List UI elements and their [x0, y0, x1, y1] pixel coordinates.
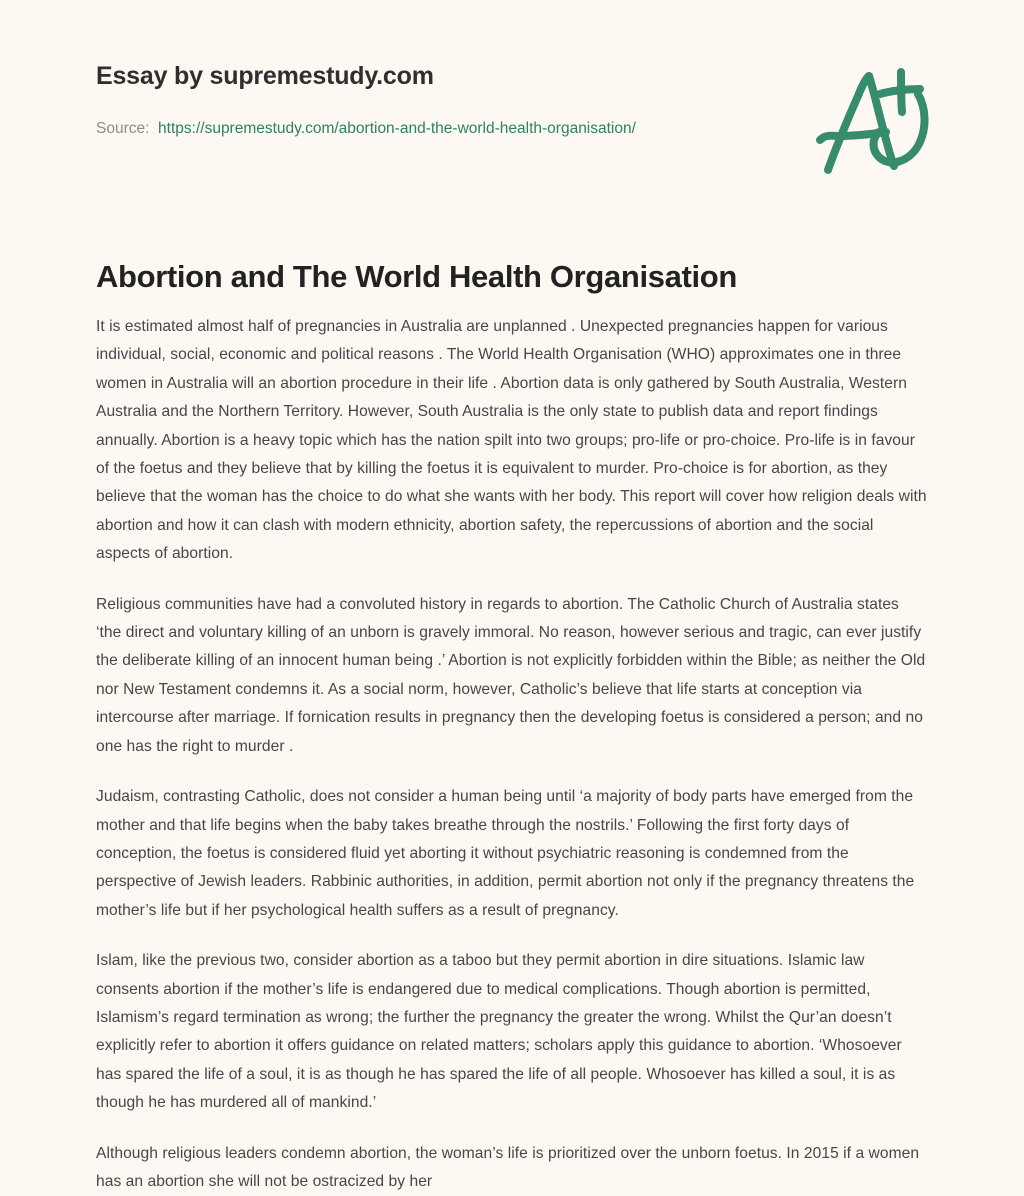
paragraph: Although religious leaders condemn abortion, the woman’s life is prioritized over the unborn foetus. In 2015 if a women has an abortion she will not be ostracized by her	[96, 1144, 920, 1190]
paragraph: Religious communities have had a convoluted history in regards to abortion. The Catholic Church of Australia states ‘the direct and voluntary killing of an unborn is gravely immoral. No reason, however serious and tragic, can ever justify the deliberate killing of an innocent human being .’ Abortion is not explicitly forbidden within the Bible; as neither the Old nor New Testament condemns it. As a social norm, however, Catholic’s believe that life starts at conception via intercourse after marriage. If fornication results in pregnancy then the developing foetus is considered a person; and no one has the right to murder .	[96, 595, 926, 755]
source-line	[96, 120, 636, 139]
article-body	[96, 313, 928, 1196]
a-plus-logo-icon	[806, 58, 938, 184]
source-url-link[interactable]: https://supremestudy.com/abortion-and-the-world-health-organisation/	[158, 120, 636, 137]
paragraph: It is estimated almost half of pregnancies in Australia are unplanned . Unexpected pregnancies happen for various individual, social, economic and political reasons . The World Health Organisation (WHO) approximates one in three women in Australia will an abortion procedure in their life . Abortion data is only gathered by South Australia, Western Australia and the Northern Territory. However, South Australia is the only state to publish data and report findings annually. Abortion is a heavy topic which has the nation spilt into two groups; pro-life or pro-choice. Pro-life is in favour of the foetus and they believe that by killing the foetus it is equivalent to murder. Pro-choice is for abortion, as they believe that the woman has the choice to do what she wants with her body. This report will cover how religion deals with abortion and how it can clash with modern ethnicity, abortion safety, the repercussions of abortion and the social aspects of abortion.	[96, 318, 927, 563]
paragraph: Islam, like the previous two, consider abortion as a taboo but they permit abortion in dire situations. Islamic law consents abortion if the mother’s life is endangered due to medical complications. Though abortion is permitted, Islamism’s regard termination as wrong; the further the pregnancy the greater the wrong. Whilst the Qur’an doesn’t explicitly refer to abortion it offers guidance on related matters; scholars apply this guidance to abortion. ‘Whosoever has spared the life of a soul, it is as though he has spared the life of all people. Whosoever has killed a soul, it is as though he has murdered all of mankind.’	[96, 952, 902, 1112]
byline: Essay by supremestudy.com	[96, 62, 434, 90]
paragraph: Judaism, contrasting Catholic, does not consider a human being until ‘a majority of body parts have emerged from the mother and that life begins when the baby takes breathe through the nostrils.’ Following the first forty days of conception, the foetus is considered fluid yet aborting it without psychiatric reasoning is condemned from the perspective of Jewish leaders. Rabbinic authorities, in addition, permit abortion not only if the pregnancy threatens the mother’s life but if her psychological health suffers as a result of pregnancy.	[96, 788, 915, 919]
source-label: Source:	[96, 120, 150, 137]
page-title: Abortion and The World Health Organisation	[96, 258, 737, 294]
page-header	[0, 0, 1024, 200]
